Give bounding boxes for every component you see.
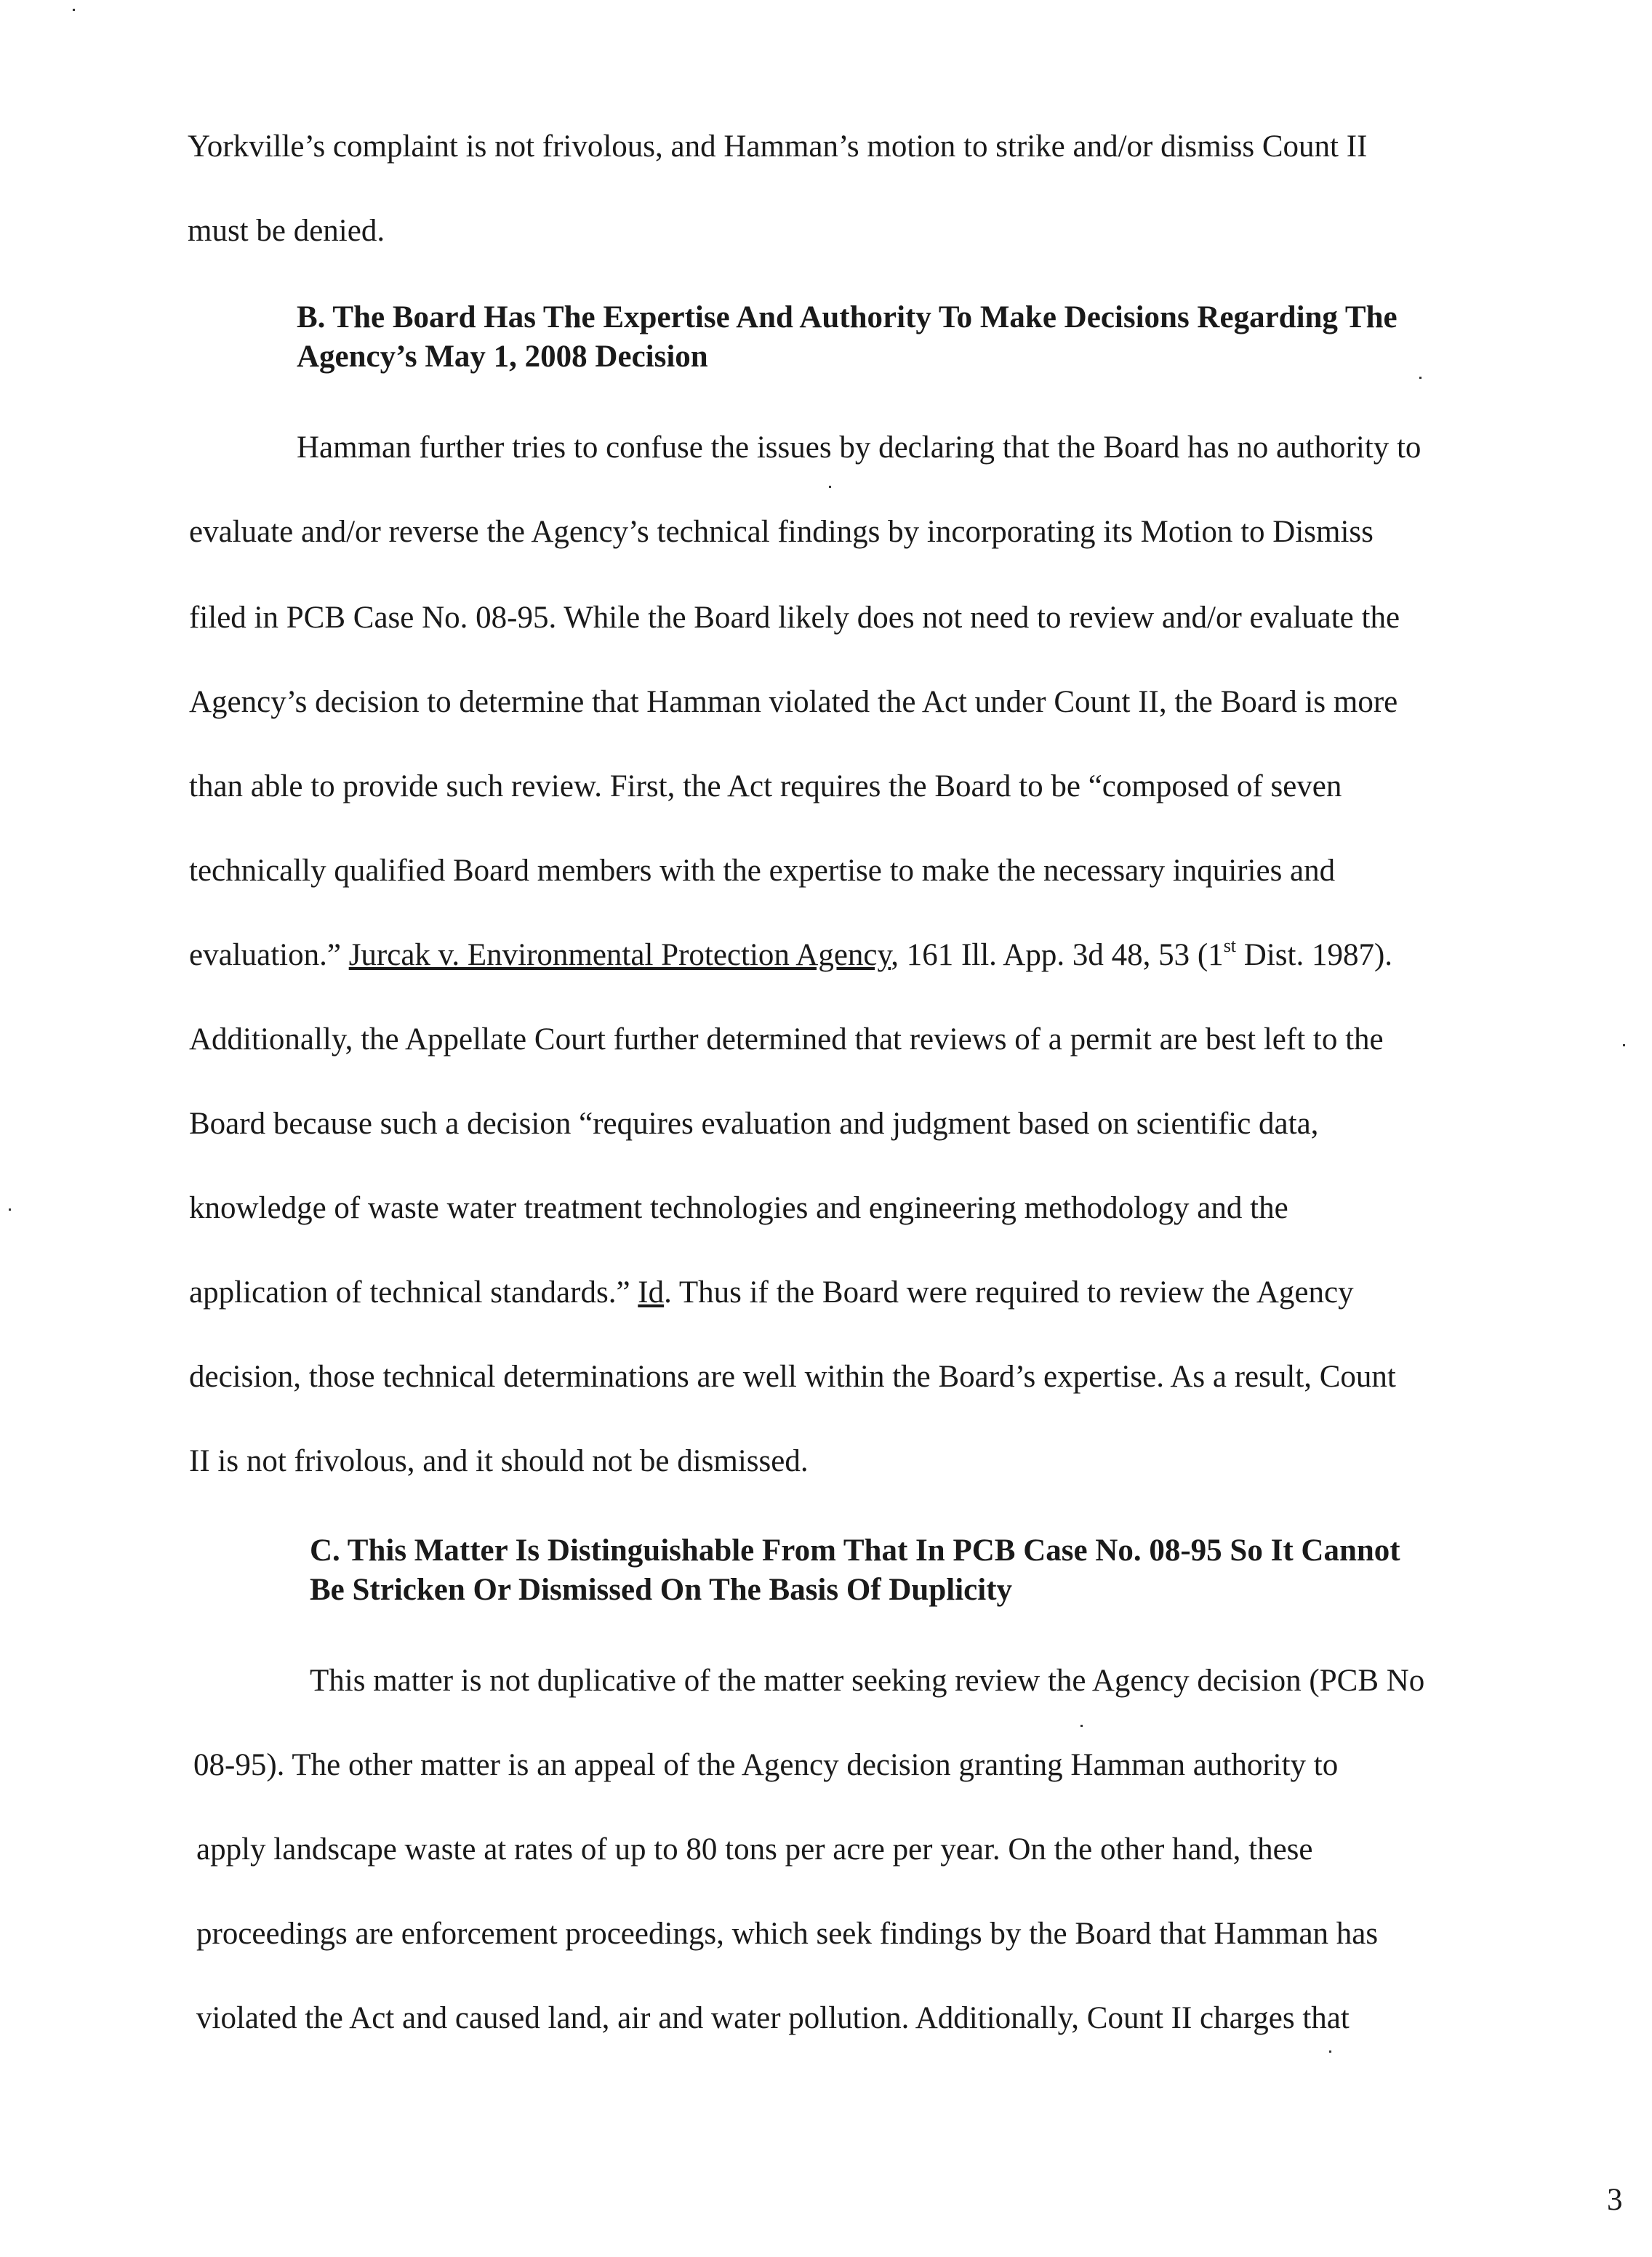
section-c-heading-line2: Be Stricken Or Dismissed On The Basis Of Duplicity xyxy=(310,1573,1013,1607)
scan-artifact xyxy=(1623,1044,1625,1046)
section-b-heading-line1: B. The Board Has The Expertise And Authority To Make Decisions Regarding The xyxy=(297,300,1398,334)
body-text-line: This matter is not duplicative of the matter seeking review the Agency decision (PCB No xyxy=(310,1664,1425,1698)
body-text-line: Board because such a decision “requires evaluation and judgment based on scientific data, xyxy=(189,1107,1319,1141)
body-text-line: 08-95). The other matter is an appeal of the Agency decision granting Hamman authority to xyxy=(193,1748,1339,1782)
scan-artifact xyxy=(1419,377,1422,379)
citation-text: application of technical standards.” xyxy=(189,1275,638,1310)
body-text-line: violated the Act and caused land, air and water pollution. Additionally, Count II charges that xyxy=(196,2001,1350,2035)
id-citation-line xyxy=(189,1274,1354,1312)
section-b-heading-line2: Agency’s May 1, 2008 Decision xyxy=(297,340,708,374)
body-text-line: decision, those technical determinations are well within the Board’s expertise. As a result, Count xyxy=(189,1360,1396,1394)
scan-artifact xyxy=(9,1208,11,1211)
body-text-line: Agency’s decision to determine that Hamman violated the Act under Count II, the Board is more xyxy=(189,685,1398,719)
body-text-line: Additionally, the Appellate Court further determined that reviews of a permit are best left to the xyxy=(189,1022,1384,1057)
ordinal-superscript: st xyxy=(1223,935,1237,956)
body-text-line: Yorkville’s complaint is not frivolous, and Hamman’s motion to strike and/or dismiss Count II xyxy=(188,129,1368,164)
body-text-line: evaluate and/or reverse the Agency’s technical findings by incorporating its Motion to Dismiss xyxy=(189,515,1374,549)
page-number: 3 xyxy=(1607,2183,1623,2217)
citation-text: , 161 Ill. App. 3d 48, 53 (1 xyxy=(891,938,1224,972)
body-text-line: filed in PCB Case No. 08-95. While the Board likely does not need to review and/or evaluate the xyxy=(189,601,1400,635)
scan-artifact xyxy=(1080,1725,1083,1727)
citation-text: . Thus if the Board were required to review the Agency xyxy=(664,1275,1354,1310)
body-text-line: than able to provide such review. First, the Act requires the Board to be “composed of seven xyxy=(189,769,1342,803)
body-text-line: II is not frivolous, and it should not be dismissed. xyxy=(189,1444,809,1478)
citation-text: evaluation.” xyxy=(189,938,349,972)
scan-artifact xyxy=(73,9,75,11)
citation-line xyxy=(189,937,1392,974)
id-citation: Id xyxy=(638,1275,665,1310)
body-text-line: Hamman further tries to confuse the issues by declaring that the Board has no authority to xyxy=(297,430,1422,465)
case-citation-link: Jurcak v. Environmental Protection Agency xyxy=(348,938,891,972)
body-text-line: proceedings are enforcement proceedings, which seek findings by the Board that Hamman has xyxy=(196,1917,1379,1951)
body-text-line: apply landscape waste at rates of up to 80 tons per acre per year. On the other hand, these xyxy=(196,1832,1313,1867)
scan-artifact xyxy=(1329,2050,1331,2053)
scan-artifact xyxy=(829,486,831,488)
section-c-heading-line1: C. This Matter Is Distinguishable From That In PCB Case No. 08-95 So It Cannot xyxy=(310,1534,1400,1568)
citation-text: Dist. 1987). xyxy=(1236,938,1393,972)
body-text-line: technically qualified Board members with the expertise to make the necessary inquiries and xyxy=(189,854,1336,888)
body-text-line: knowledge of waste water treatment technologies and engineering methodology and the xyxy=(189,1191,1288,1225)
body-text-line: must be denied. xyxy=(188,214,385,248)
